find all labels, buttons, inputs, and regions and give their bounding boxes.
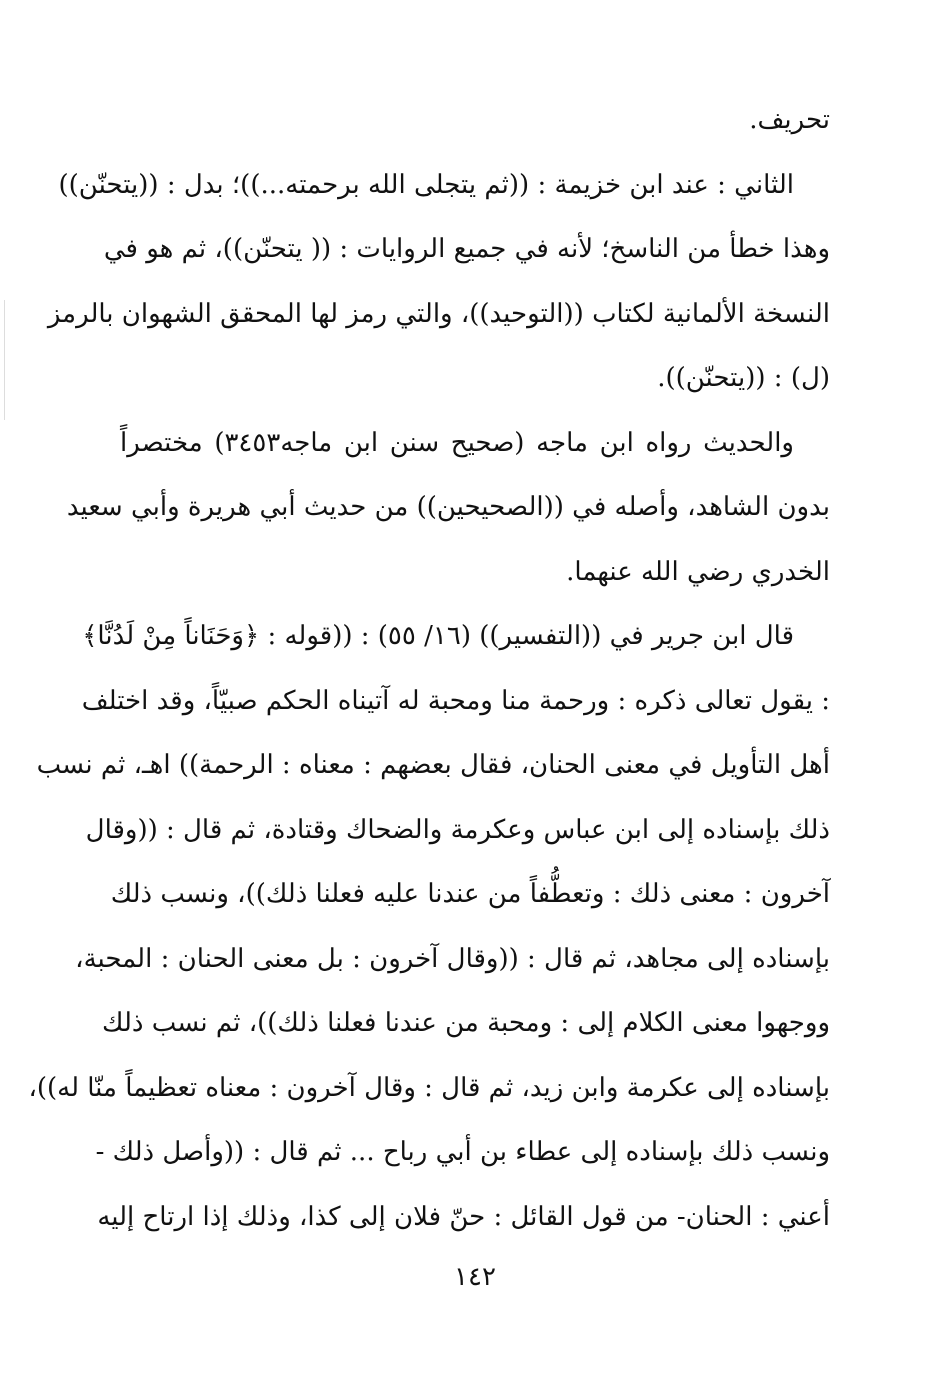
text-line-7: بدون الشاهد، وأصله في ((الصحيحين)) من حديث أبي هريرة وأبي سعيد [66, 492, 830, 522]
text-line-11: أهل التأويل في معنى الحنان، فقال بعضهم : معناه : الرحمة)) اهـ، ثم نسب [36, 750, 830, 780]
body-text [28, 88, 830, 1249]
text-line-16: بإسناده إلى عكرمة وابن زيد، ثم قال : وقال آخرون : معناه تعظيماً منّا له))، [28, 1072, 830, 1103]
text-line-3: وهذا خطأ من الناسخ؛ لأنه في جميع الروايات : (( يتحنّن))، ثم هو في [103, 234, 830, 264]
text-line-8: الخدري رضي الله عنهما. [566, 556, 830, 587]
text-line-6: والحديث رواه ابن ماجه (صحيح سنن ابن ماجه٣٤٥٣) مختصراً [120, 427, 794, 458]
text-line-10: : يقول تعالى ذكره : ورحمة منا ومحبة له آتيناه الحكم صبيّاً، وقد اختلف [81, 685, 830, 716]
text-line-5: (ل) : ((يتحنّن)). [657, 363, 830, 393]
text-line-2: الثاني : عند ابن خزيمة : ((ثم يتجلى الله برحمته...))؛ بدل : ((يتحنّن)) [58, 169, 794, 200]
text-line-4: النسخة الألمانية لكتاب ((التوحيد))، والتي رمز لها المحقق الشهوان بالرمز [47, 298, 830, 329]
text-line-14: بإسناده إلى مجاهد، ثم قال : ((وقال آخرون : بل معنى الحنان : المحبة، [75, 943, 830, 974]
text-line-17: ونسب ذلك بإسناده إلى عطاء بن أبي رباح ... ثم قال : ((وأصل ذلك - [95, 1137, 830, 1167]
text-line-18: أعني : الحنان- من قول القائل : حنّ فلان إلى كذا، وذلك إذا ارتاح إليه [97, 1201, 830, 1232]
page-number: ١٤٢ [454, 1262, 496, 1292]
text-line-13: آخرون : معنى ذلك : وتعطُّفاً من عندنا عليه فعلنا ذلك))، ونسب ذلك [110, 879, 830, 909]
text-line-9: قال ابن جرير في ((التفسير)) (١٦/ ٥٥) : ((قوله : ﴿وَحَنَاناً مِنْ لَدُنَّا﴾ [82, 621, 794, 651]
scan-edge-mark [4, 300, 5, 420]
text-line-1: تحريف. [749, 105, 830, 135]
text-line-15: ووجهوا معنى الكلام إلى : ومحبة من عندنا فعلنا ذلك))، ثم نسب ذلك [102, 1008, 830, 1038]
text-line-12: ذلك بإسناده إلى ابن عباس وعكرمة والضحاك وقتادة، ثم قال : ((وقال [85, 814, 830, 845]
